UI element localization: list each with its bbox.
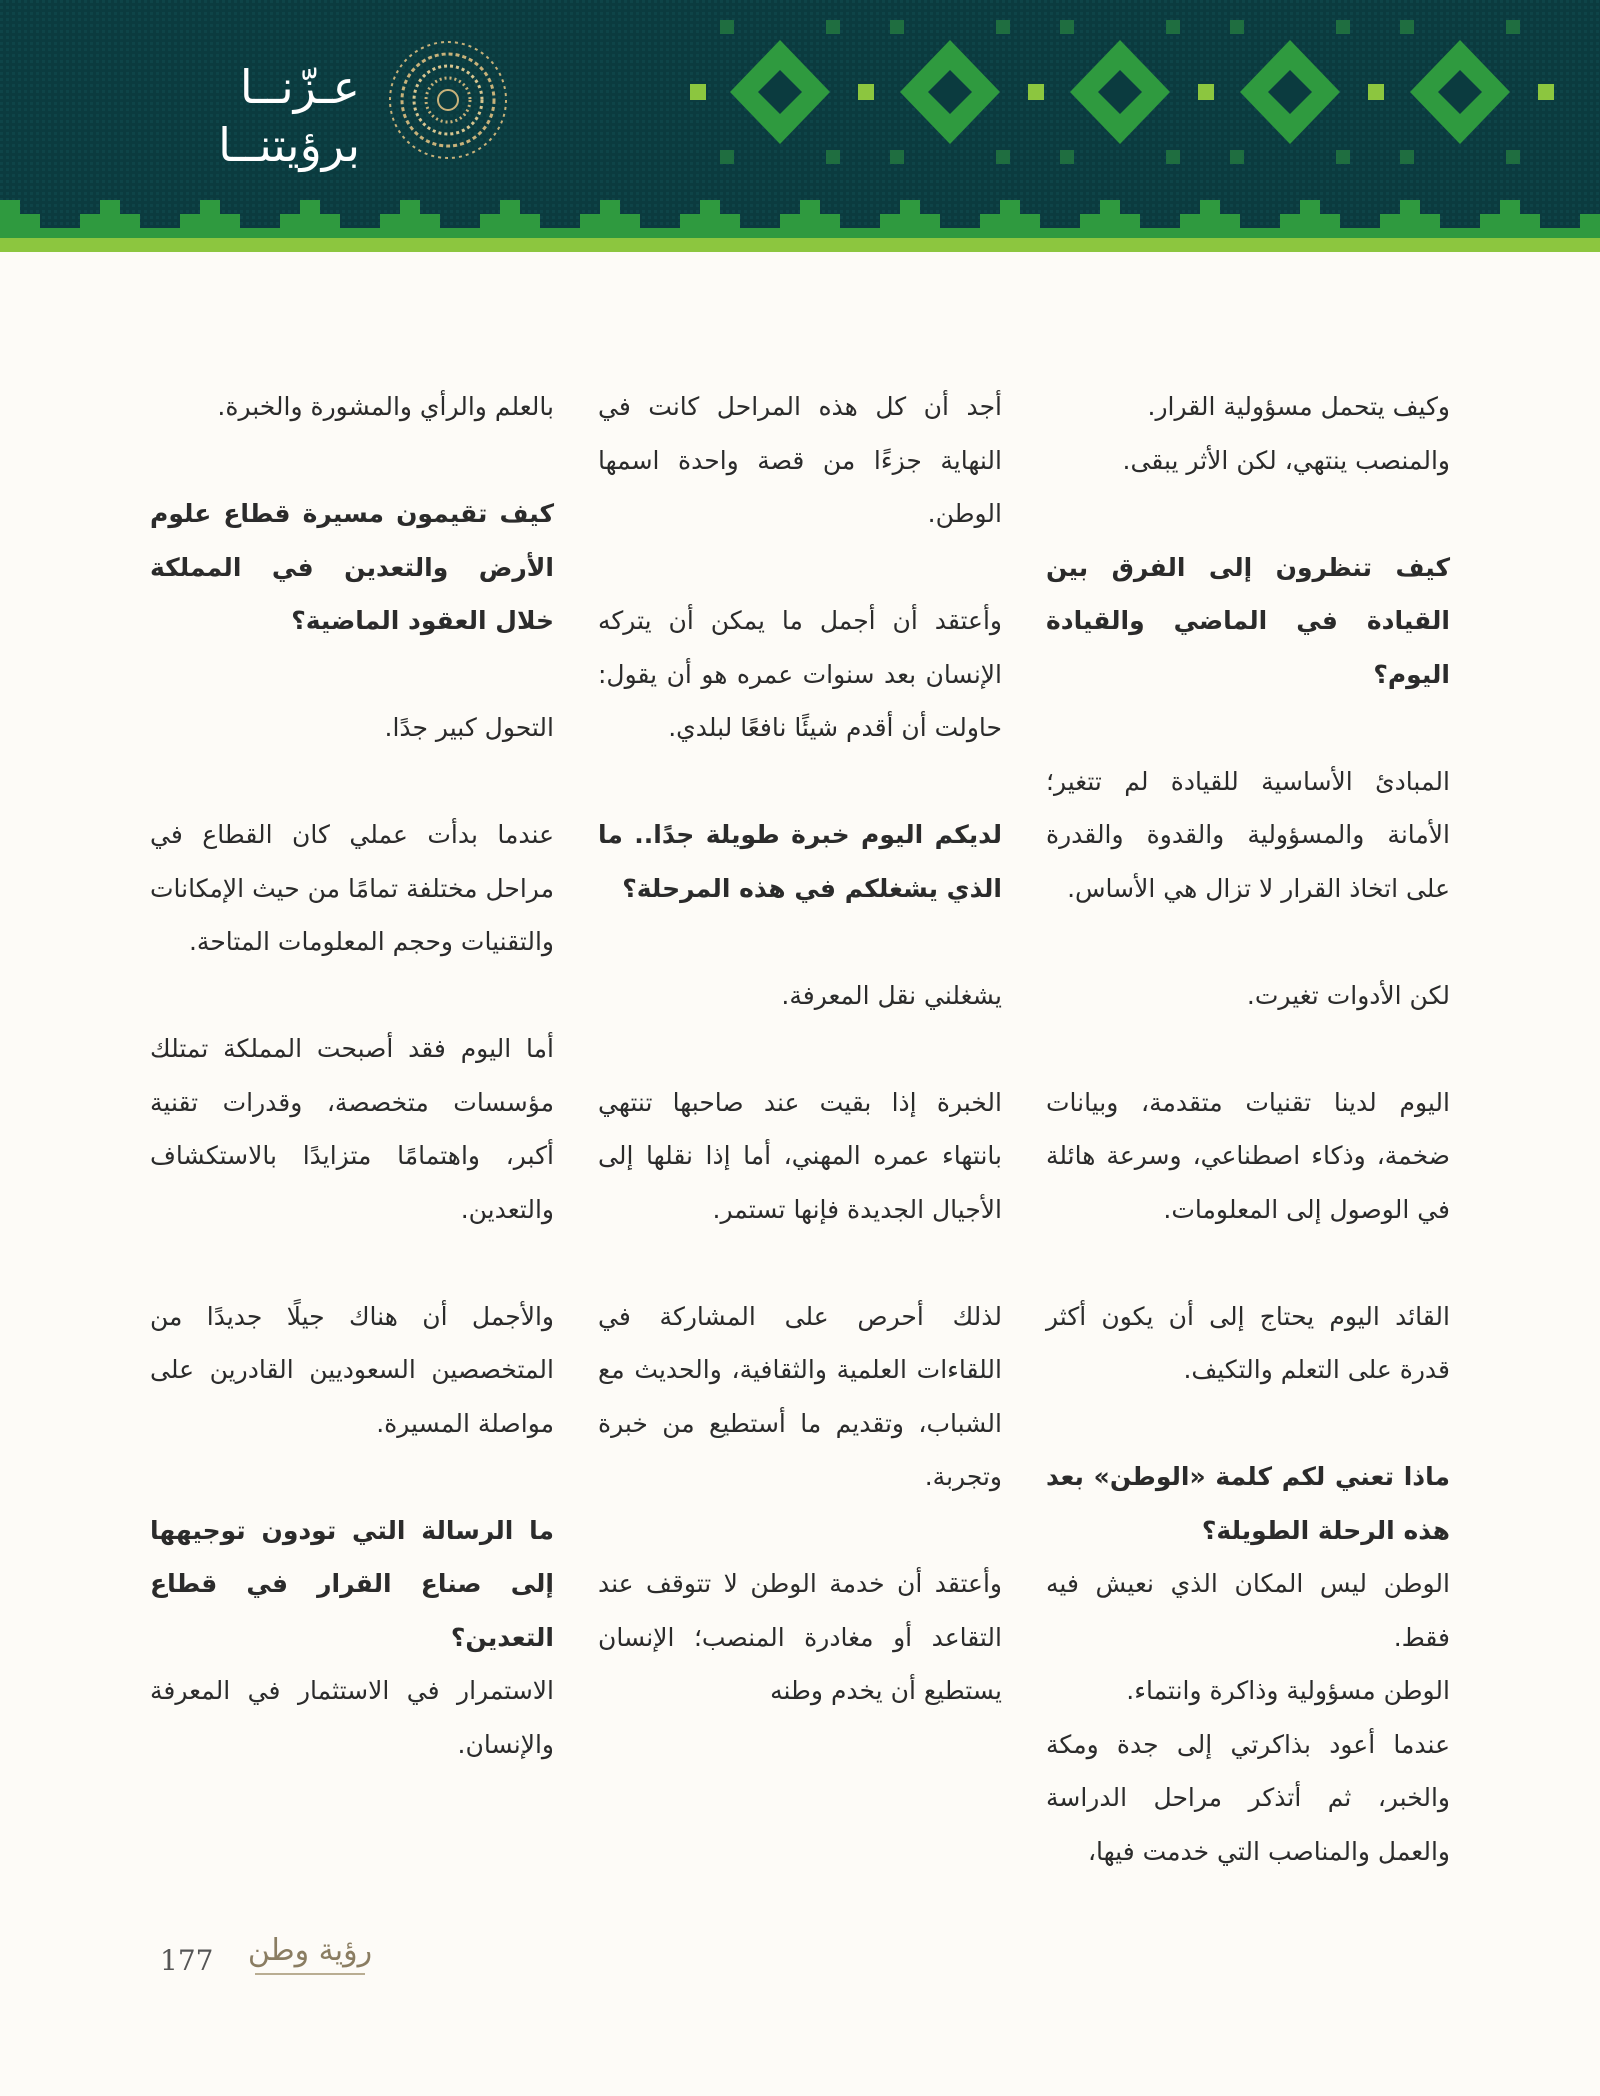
paragraph-gap (150, 1450, 554, 1504)
interview-question: كيف تقيمون مسيرة قطاع علوم الأرض والتعدين في المملكة خلال العقود الماضية؟ (150, 499, 554, 635)
paragraph-gap (598, 541, 1002, 595)
paragraph-gap (1046, 1236, 1450, 1290)
paragraph: وكيف يتحمل مسؤولية القرار. (1147, 392, 1450, 421)
paragraph: عندما بدأت عملي كان القطاع في مراحل مختلفة تمامًا من حيث الإمكانات والتقنيات وحجم المعلومات المتاحة. (150, 820, 554, 956)
column-left (150, 380, 554, 1880)
paragraph: يشغلني نقل المعرفة. (781, 980, 1002, 1010)
paragraph-gap (150, 1236, 554, 1290)
paragraph: بالعلم والرأي والمشورة والخبرة. (217, 392, 554, 421)
paragraph-gap (598, 915, 1002, 969)
page-footer (150, 1918, 410, 1998)
paragraph: المبادئ الأساسية للقيادة لم تتغير؛ الأمانة والمسؤولية والقدوة والقدرة على اتخاذ القرار لا تزال هي الأساس. (1046, 766, 1450, 903)
paragraph: الاستمرار في الاستثمار في المعرفة والإنسان. (150, 1676, 554, 1759)
magazine-logo-icon (235, 1918, 385, 1988)
paragraph: الخبرة إذا بقيت عند صاحبها تنتهي بانتهاء عمره المهني، أما إذا نقلها إلى الأجيال الجديدة فإنها تستمر. (598, 1087, 1002, 1224)
paragraph: والمنصب ينتهي، لكن الأثر يبقى. (1122, 445, 1450, 475)
interview-question: لديكم اليوم خبرة طويلة جدًا.. ما الذي يشغلكم في هذه المرحلة؟ (598, 820, 1002, 903)
column-right (1046, 380, 1450, 1880)
vision-logo-text (140, 58, 360, 174)
logo-line-2: برؤيتنــا (218, 118, 360, 172)
paragraph-gap (150, 434, 554, 488)
interview-question: ما الرسالة التي تودون توجيهها إلى صناع القرار في قطاع التعدين؟ (150, 1515, 554, 1652)
paragraph-gap (598, 755, 1002, 809)
magazine-logo-text: رؤية وطن (247, 1933, 373, 1968)
paragraph: التحول كبير جدًا. (384, 713, 554, 742)
paragraph-gap (1046, 701, 1450, 755)
paragraph: والأجمل أن هناك جيلًا جديدًا من المتخصصين السعوديين القادرين على مواصلة المسيرة. (150, 1301, 554, 1438)
paragraph: لذلك أحرص على المشاركة في اللقاءات العلمية والثقافية، والحديث مع الشباب، وتقديم ما أستطيع من خبرة وتجربة. (598, 1301, 1002, 1491)
paragraph-gap (598, 1236, 1002, 1290)
paragraph-gap (598, 1504, 1002, 1558)
paragraph-gap (1046, 1022, 1450, 1076)
paragraph: وأعتقد أن أجمل ما يمكن أن يتركه الإنسان بعد سنوات عمره هو أن يقول: حاولت أن أقدم شيئًا نافعًا لبلدي. (598, 606, 1002, 742)
paragraph: أجد أن كل هذه المراحل كانت في النهاية جزءًا من قصة واحدة اسمها الوطن. (598, 392, 1002, 528)
header-banner (0, 0, 1600, 252)
paragraph: القائد اليوم يحتاج إلى أن يكون أكثر قدرة على التعلم والتكيف. (1046, 1301, 1450, 1384)
paragraph-gap (150, 969, 554, 1023)
paragraph: وأعتقد أن خدمة الوطن لا تتوقف عند التقاعد أو مغادرة المنصب؛ الإنسان يستطيع أن يخدم وطنه (598, 1569, 1002, 1705)
paragraph-gap (1046, 915, 1450, 969)
paragraph: عندما أعود بذاكرتي إلى جدة ومكة والخبر، ثم أتذكر مراحل الدراسة والعمل والمناصب التي خدمت فيها، (1046, 1729, 1450, 1866)
interview-question: كيف تنظرون إلى الفرق بين القيادة في الماضي والقيادة اليوم؟ (1046, 552, 1450, 689)
article-body (150, 380, 1450, 1880)
interview-question: ماذا تعني لكم كلمة «الوطن» بعد هذه الرحلة الطويلة؟ (1046, 1462, 1450, 1545)
paragraph: اليوم لدينا تقنيات متقدمة، وبيانات ضخمة، وذكاء اصطناعي، وسرعة هائلة في الوصول إلى المعلومات. (1046, 1087, 1450, 1224)
column-middle (598, 380, 1002, 1880)
paragraph-gap (150, 755, 554, 809)
logo-line-1: عـزّنــا (239, 60, 360, 114)
paragraph-gap (598, 1022, 1002, 1076)
paragraph: لكن الأدوات تغيرت. (1246, 980, 1450, 1010)
paragraph-gap (1046, 487, 1450, 541)
paragraph: الوطن ليس المكان الذي نعيش فيه فقط. (1046, 1569, 1450, 1652)
paragraph: الوطن مسؤولية وذاكرة وانتماء. (1126, 1676, 1450, 1705)
page-number: 177 (160, 1944, 214, 1977)
paragraph: أما اليوم فقد أصبحت المملكة تمتلك مؤسسات متخصصة، وقدرات تقنية أكبر، واهتمامًا متزايدًا بالاستكشاف والتعدين. (150, 1034, 554, 1224)
paragraph-gap (1046, 1397, 1450, 1451)
paragraph-gap (150, 648, 554, 702)
